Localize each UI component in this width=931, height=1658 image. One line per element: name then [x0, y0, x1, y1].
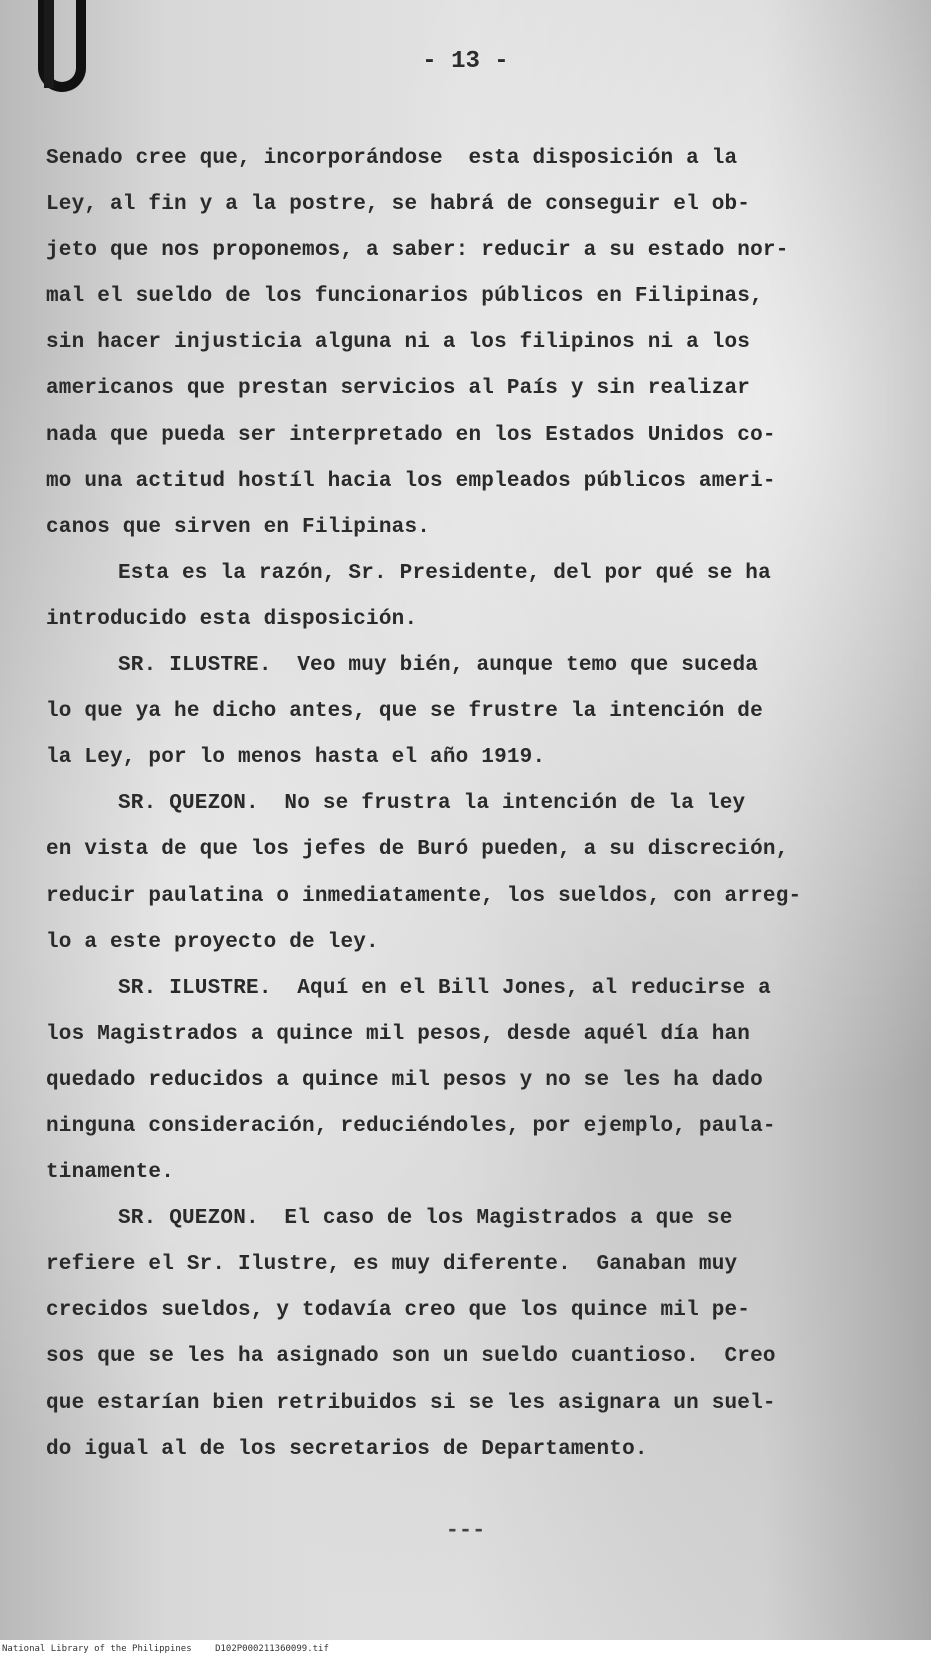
text-line: ninguna consideración, reduciéndoles, por ejemplo, paula-	[46, 1114, 776, 1138]
text-line: refiere el Sr. Ilustre, es muy diferente. Ganaban muy	[46, 1253, 738, 1277]
paragraph	[46, 1196, 916, 1473]
text-line: SR. QUEZON. El caso de los Magistrados a que se	[118, 1207, 733, 1231]
text-line: jeto que nos proponemos, a saber: reducir a su estado nor-	[46, 239, 789, 263]
text-line: crecidos sueldos, y todavía creo que los quince mil pe-	[46, 1299, 751, 1323]
end-mark: ---	[445, 1518, 486, 1543]
document-body	[46, 136, 916, 1473]
text-line: sin hacer injusticia alguna ni a los filipinos ni a los	[46, 331, 751, 355]
text-line: quedado reducidos a quince mil pesos y no se les ha dado	[46, 1068, 763, 1092]
text-line: Esta es la razón, Sr. Presidente, del por qué se ha	[118, 561, 771, 585]
paragraph	[46, 966, 916, 1196]
text-line: nada que pueda ser interpretado en los Estados Unidos co-	[46, 423, 776, 447]
text-line: en vista de que los jefes de Buró pueden, a su discreción,	[46, 838, 789, 862]
footer-file-id: D102P000211360099.tif	[215, 1644, 329, 1654]
text-line: reducir paulatina o inmediatamente, los sueldos, con arreg-	[46, 884, 802, 908]
text-line: americanos que prestan servicios al País y sin realizar	[46, 377, 751, 401]
text-line: SR. ILUSTRE. Aquí en el Bill Jones, al reducirse a	[118, 976, 771, 1000]
text-line: mo una actitud hostíl hacia los empleados públicos ameri-	[46, 469, 776, 493]
text-line: los Magistrados a quince mil pesos, desde aquél día han	[46, 1022, 751, 1046]
page-number: - 13 -	[422, 48, 509, 75]
text-line: Senado cree que, incorporándose esta disposición a la	[46, 147, 738, 170]
paragraph	[46, 136, 916, 551]
footer	[0, 1640, 931, 1658]
footer-library: National Library of the Philippines	[2, 1644, 192, 1654]
text-line: introducido esta disposición.	[46, 607, 418, 631]
text-line: lo que ya he dicho antes, que se frustre la intención de	[46, 700, 763, 724]
text-line: lo a este proyecto de ley.	[46, 930, 379, 954]
text-line: SR. ILUSTRE. Veo muy bién, aunque temo que suceda	[118, 654, 759, 678]
text-line: que estarían bien retribuidos si se les asignara un suel-	[46, 1391, 776, 1415]
text-line: mal el sueldo de los funcionarios públicos en Filipinas,	[46, 285, 763, 309]
paragraph	[46, 781, 916, 965]
paragraph	[46, 551, 916, 643]
text-line: do igual al de los secretarios de Departamento.	[46, 1437, 648, 1461]
text-line: sos que se les ha asignado son un sueldo cuantioso. Creo	[46, 1345, 776, 1369]
text-line: la Ley, por lo menos hasta el año 1919.	[46, 746, 546, 770]
text-line: canos que sirven en Filipinas.	[46, 515, 431, 539]
paragraph	[46, 643, 916, 781]
text-line: tinamente.	[46, 1161, 175, 1185]
text-line: SR. QUEZON. No se frustra la intención de la ley	[118, 792, 746, 816]
text-line: Ley, al fin y a la postre, se habrá de conseguir el ob-	[46, 193, 751, 217]
